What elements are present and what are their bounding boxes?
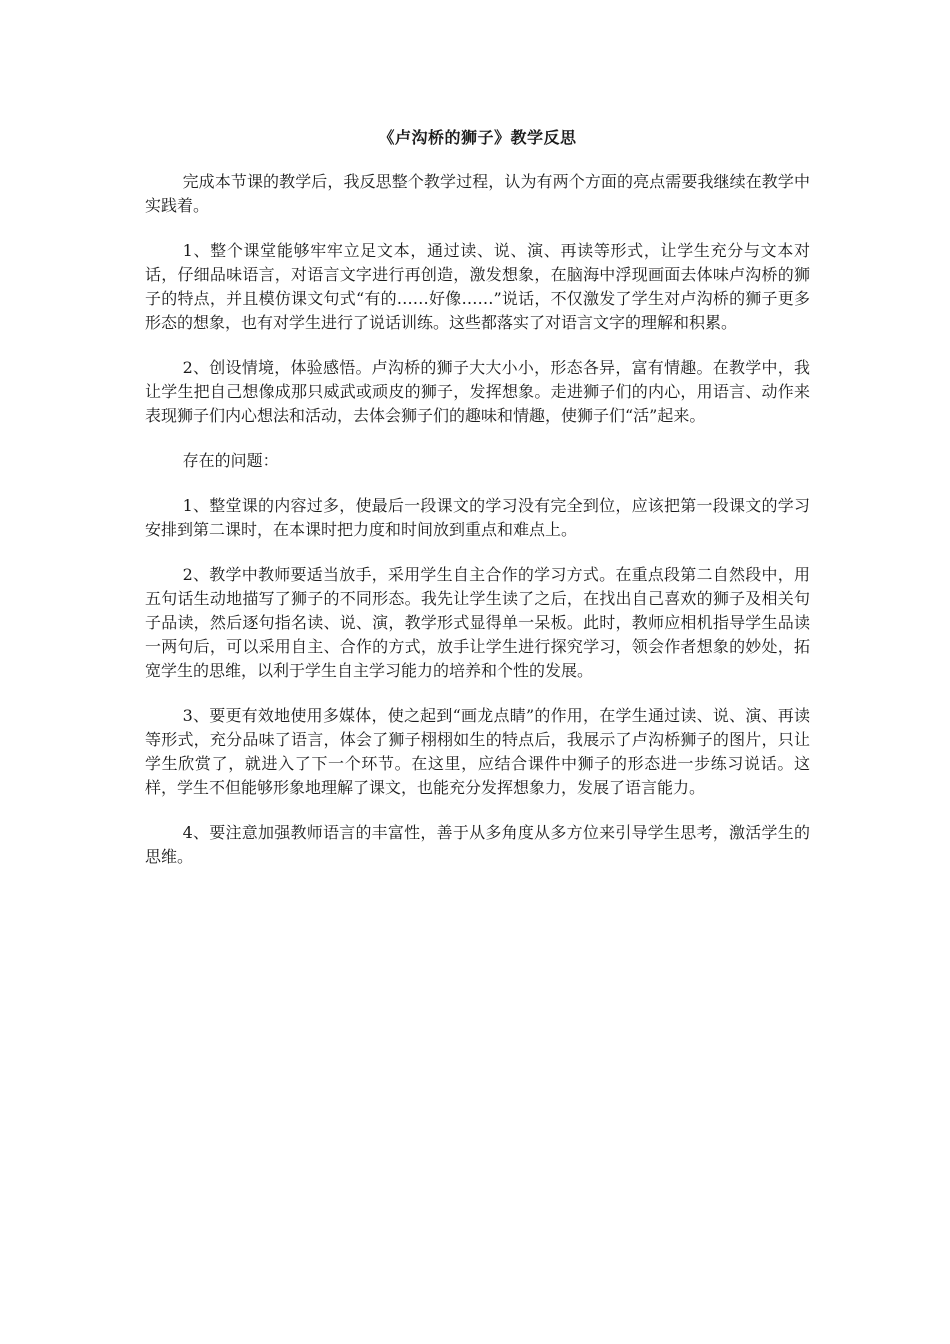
paragraph-problem-1: 1、整堂课的内容过多，使最后一段课文的学习没有完全到位，应该把第一段课文的学习安排到第二课时，在本课时把力度和时间放到重点和难点上。 (145, 496, 810, 539)
paragraph-highlight-2: 2、创设情境，体验感悟。卢沟桥的狮子大大小小，形态各异，富有情趣。在教学中，我让学生把自己想像成那只威武或顽皮的狮子，发挥想象。走进狮子们的内心，用语言、动作来表现狮子们内心想法和活动，去体会狮子们的趣味和情趣，使狮子们“活”起来。 (145, 358, 810, 425)
paragraph-problems-heading: 存在的问题： (182, 451, 279, 470)
paragraph-intro: 完成本节课的教学后，我反思整个教学过程，认为有两个方面的亮点需要我继续在教学中实践着。 (145, 172, 810, 215)
document-body (145, 126, 810, 890)
paragraph-problem-2: 2、教学中教师要适当放手，采用学生自主合作的学习方式。在重点段第二自然段中，用五句话生动地描写了狮子的不同形态。我先让学生读了之后，在找出自己喜欢的狮子及相关句子品读，然后逐句指名读、说、演，教学形式显得单一呆板。此时，教师应相机指导学生品读一两句后，可以采用自主、合作的方式，放手让学生进行探究学习，领会作者想象的妙处，拓宽学生的思维，以利于学生自主学习能力的培养和个性的发展。 (145, 565, 810, 680)
paragraph-problem-4: 4、要注意加强教师语言的丰富性，善于从多角度从多方位来引导学生思考，激活学生的思维。 (145, 823, 810, 866)
paragraph-highlight-1: 1、整个课堂能够牢牢立足文本，通过读、说、演、再读等形式，让学生充分与文本对话，仔细品味语言，对语言文字进行再创造，激发想象，在脑海中浮现画面去体味卢沟桥的狮子的特点，并且模仿课文句式“有的……好像……”说话，不仅激发了学生对卢沟桥的狮子更多形态的想象，也有对学生进行了说话训练。这些都落实了对语言文字的理解和积累。 (145, 241, 810, 332)
document-title: 《卢沟桥的狮子》教学反思 (378, 128, 577, 147)
paragraph-problem-3: 3、要更有效地使用多媒体，使之起到“画龙点睛”的作用，在学生通过读、说、演、再读等形式，充分品味了语言，体会了狮子栩栩如生的特点后，我展示了卢沟桥狮子的图片，只让学生欣赏了，就进入了下一个环节。在这里，应结合课件中狮子的形态进一步练习说话。这样，学生不但能够形象地理解了课文，也能充分发挥想象力，发展了语言能力。 (145, 706, 810, 797)
